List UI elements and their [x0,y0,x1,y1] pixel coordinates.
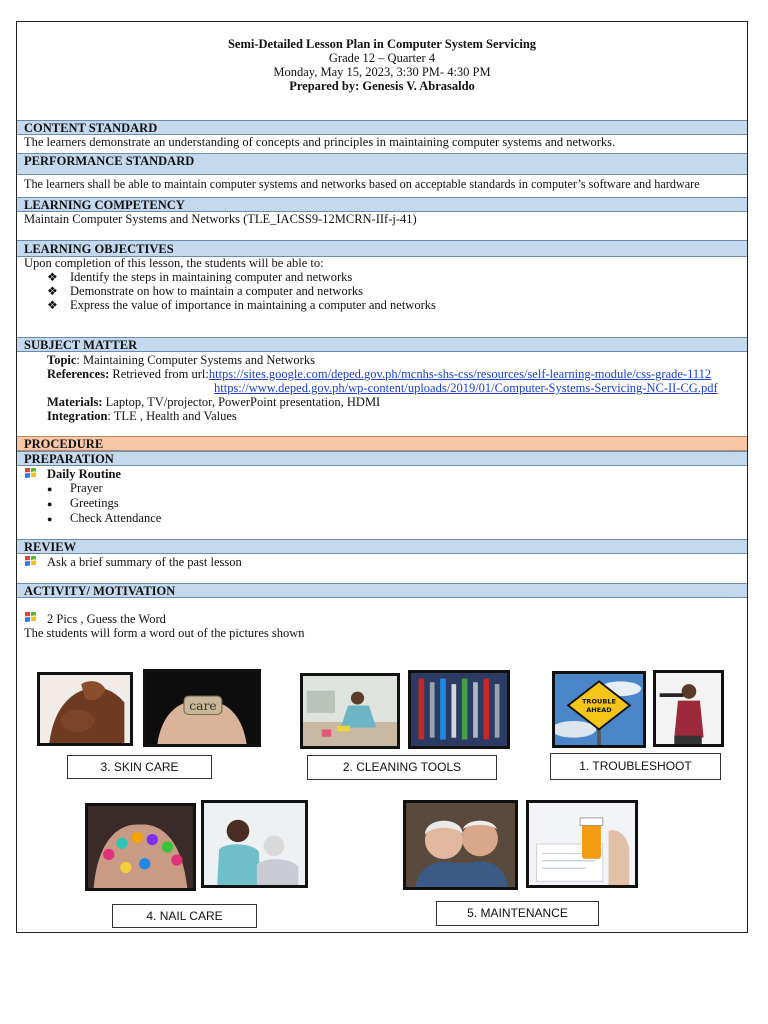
daily-routine-title: Daily Routine [47,467,121,481]
answer-cleaning-tools: 2. CLEANING TOOLS [307,755,497,780]
objective-item: Express the value of importance in maintaining a computer and networks [70,298,436,312]
procedure-heading: PROCEDURE [17,436,747,451]
preparation-heading: PREPARATION [17,451,747,466]
topic-value: : Maintaining Computer Systems and Networks [76,353,315,367]
elderly-couple-image [403,800,518,890]
routine-item: Greetings [70,496,119,510]
caregiver-elderly-image [201,800,308,888]
tool-kit-image [408,670,510,749]
materials-label: Materials: [47,395,103,409]
lesson-plan-page [16,21,748,933]
topic-label: Topic [47,353,77,367]
activity-heading: ACTIVITY/ MOTIVATION [17,583,747,598]
care-hands-image [143,669,261,747]
learning-competency-heading: LEARNING COMPETENCY [17,197,747,212]
routine-item: Prayer [70,481,103,495]
diamond-bullet-icon: ❖ [47,284,58,298]
objective-item: Demonstrate on how to maintain a computer and networks [70,284,363,298]
integration-label: Integration [47,409,108,423]
diamond-bullet-icon: ❖ [47,298,58,312]
sign-word-2: AHEAD [586,705,612,714]
references-prefix: Retrieved from url: [109,367,209,381]
cleaning-woman-image [300,673,400,749]
topic-line [47,353,315,367]
content-standard-text: The learners demonstrate an understanding of concepts and principles in maintaining computer systems and networks. [24,135,616,149]
integration-line [47,409,237,423]
review-heading: REVIEW [17,539,747,554]
learning-objectives-heading: LEARNING OBJECTIVES [17,240,747,257]
sign-word-1: TROUBLE [581,697,617,706]
subject-matter-heading: SUBJECT MATTER [17,337,747,352]
game-instruction: The students will form a word out of the pictures shown [24,626,305,640]
diamond-bullet-icon: ❖ [47,270,58,284]
windows-logo-icon [25,556,36,566]
routine-item: Check Attendance [70,511,162,525]
dot-bullet-icon: ● [47,499,53,509]
grade-quarter: Grade 12 – Quarter 4 [328,51,436,65]
reference-link-2[interactable]: https://www.deped.gov.ph/wp-content/uploads/2019/01/Computer-Systems-Servicing-NC-II-CG.pdf [214,381,718,395]
materials-line [47,395,380,409]
document-title: Semi-Detailed Lesson Plan in Computer System Servicing [227,37,537,51]
references-line [47,367,711,381]
shooter-image [653,670,724,747]
integration-value: : TLE , Health and Values [107,409,237,423]
materials-value: Laptop, TV/projector, PowerPoint presentation, HDMI [102,395,381,409]
objective-item: Identify the steps in maintaining computer and networks [70,270,353,284]
answer-troubleshoot: 1. TROUBLESHOOT [550,753,721,780]
learning-competency-text: Maintain Computer Systems and Networks (TLE_IACSS9-12MCRN-IIf-j-41) [24,212,417,226]
performance-standard-text: The learners shall be able to maintain computer systems and networks based on acceptable standards in computer’s software and hardware [24,177,700,191]
objectives-intro: Upon completion of this lesson, the students will be able to: [24,256,324,270]
dot-bullet-icon: ● [47,484,53,494]
date-time: Monday, May 15, 2023, 3:30 PM- 4:30 PM [273,65,491,79]
answer-nail-care: 4. NAIL CARE [112,904,257,928]
content-standard-heading: CONTENT STANDARD [17,120,747,135]
painted-nails-image [85,803,196,891]
review-text: Ask a brief summary of the past lesson [47,555,242,569]
performance-standard-heading: PERFORMANCE STANDARD [17,153,747,175]
references-label: References: [47,367,110,381]
reference-link-2-line [214,381,718,395]
trouble-ahead-sign-image [552,671,646,748]
prepared-by: Prepared by: Genesis V. Abrasaldo [289,79,475,93]
care-word-text: care [189,699,217,713]
skin-shoulder-image [37,672,133,746]
windows-logo-icon [25,468,36,478]
medicine-prescription-image [526,800,638,888]
answer-maintenance: 5. MAINTENANCE [436,901,599,926]
dot-bullet-icon: ● [47,514,53,524]
answer-skin-care: 3. SKIN CARE [67,755,212,779]
reference-link-1[interactable]: https://sites.google.com/deped.gov.ph/mcnhs-shs-css/resources/self-learning-module/css-grade-1112 [208,367,712,381]
game-title: 2 Pics , Guess the Word [47,612,166,626]
windows-logo-icon [25,612,36,622]
